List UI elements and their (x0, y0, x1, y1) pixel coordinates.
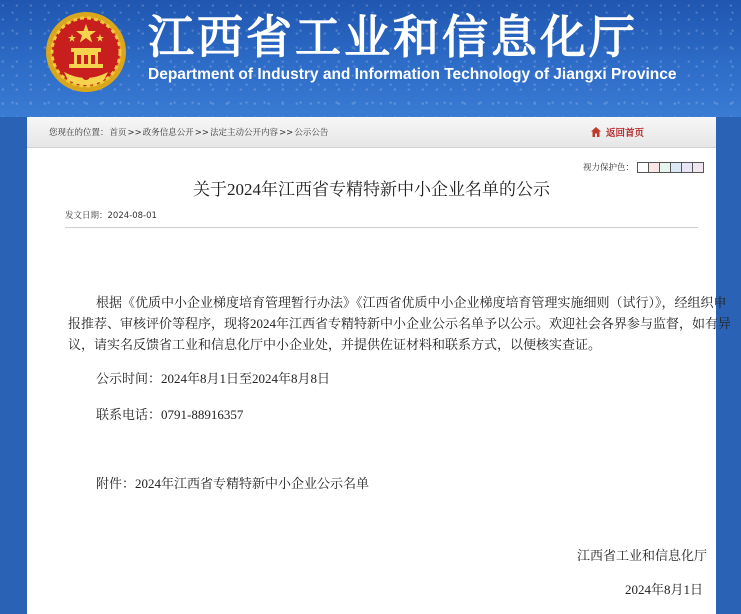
vision-protection-label: 视力保护色： (583, 163, 635, 173)
attachment-link[interactable]: 附件：2024年江西省专精特新中小企业公示名单 (96, 476, 370, 491)
site-subtitle: Department of Industry and Information Technology of Jiangxi Province (148, 66, 677, 83)
color-swatches (637, 162, 704, 173)
breadcrumb-separator: >> (194, 128, 210, 138)
signature-date: 2024年8月1日 (625, 582, 704, 597)
breadcrumb-label: 您现在的位置： (49, 128, 109, 138)
content-panel (27, 117, 732, 614)
publish-date-label: 发文日期： (65, 211, 108, 221)
vision-protection-selector (583, 161, 704, 173)
breadcrumb-bar (27, 117, 716, 148)
home-icon (590, 126, 602, 138)
contact-phone: 联系电话：0791-88916357 (96, 407, 244, 422)
color-swatch-blue[interactable] (671, 163, 682, 172)
publish-date: 2024-08-01 (107, 211, 157, 221)
breadcrumb-item-home[interactable]: 首页 (109, 128, 127, 138)
breadcrumb-separator: >> (127, 128, 142, 138)
back-home-button[interactable] (590, 124, 644, 140)
paragraph-line: 议，请实名反馈省工业和信息化厅中小企业处，并提供佐证材料和联系方式，以便核实查证。 (68, 337, 602, 352)
breadcrumb-item-announcements[interactable]: 公示公告 (294, 128, 329, 138)
breadcrumb-item-statutory[interactable]: 法定主动公开内容 (210, 128, 279, 138)
paragraph-line: 报推荐、审核评价等程序，现将2024年江西省专精特新中小企业公示名单予以公示。欢迎社会各界参与监督，如有异 (68, 316, 732, 331)
announcement-period: 公示时间：2024年8月1日至2024年8月8日 (96, 371, 331, 386)
paragraph-line: 根据《优质中小企业梯度培育管理暂行办法》《江西省优质中小企业梯度培育管理实施细则（试行）》，经组织申 (96, 295, 727, 310)
article-title: 关于2024年江西省专精特新中小企业名单的公示 (193, 180, 550, 199)
color-swatch-green[interactable] (660, 163, 671, 172)
signature-org: 江西省工业和信息化厅 (577, 548, 708, 563)
national-emblem-icon (44, 10, 128, 94)
color-swatch-pink[interactable] (649, 163, 660, 172)
back-home-label: 返回首页 (606, 128, 645, 139)
breadcrumb-item-gov-info[interactable]: 政务信息公开 (142, 128, 194, 138)
color-swatch-lilac[interactable] (693, 163, 703, 172)
color-swatch-purple[interactable] (682, 163, 693, 172)
header-banner (0, 0, 741, 117)
breadcrumb-separator: >> (279, 128, 294, 138)
site-title: 江西省工业和信息化厅 (148, 11, 638, 63)
breadcrumb (49, 126, 329, 138)
color-swatch-white[interactable] (638, 163, 649, 172)
publish-meta (65, 205, 698, 228)
article-paragraph (68, 292, 731, 355)
